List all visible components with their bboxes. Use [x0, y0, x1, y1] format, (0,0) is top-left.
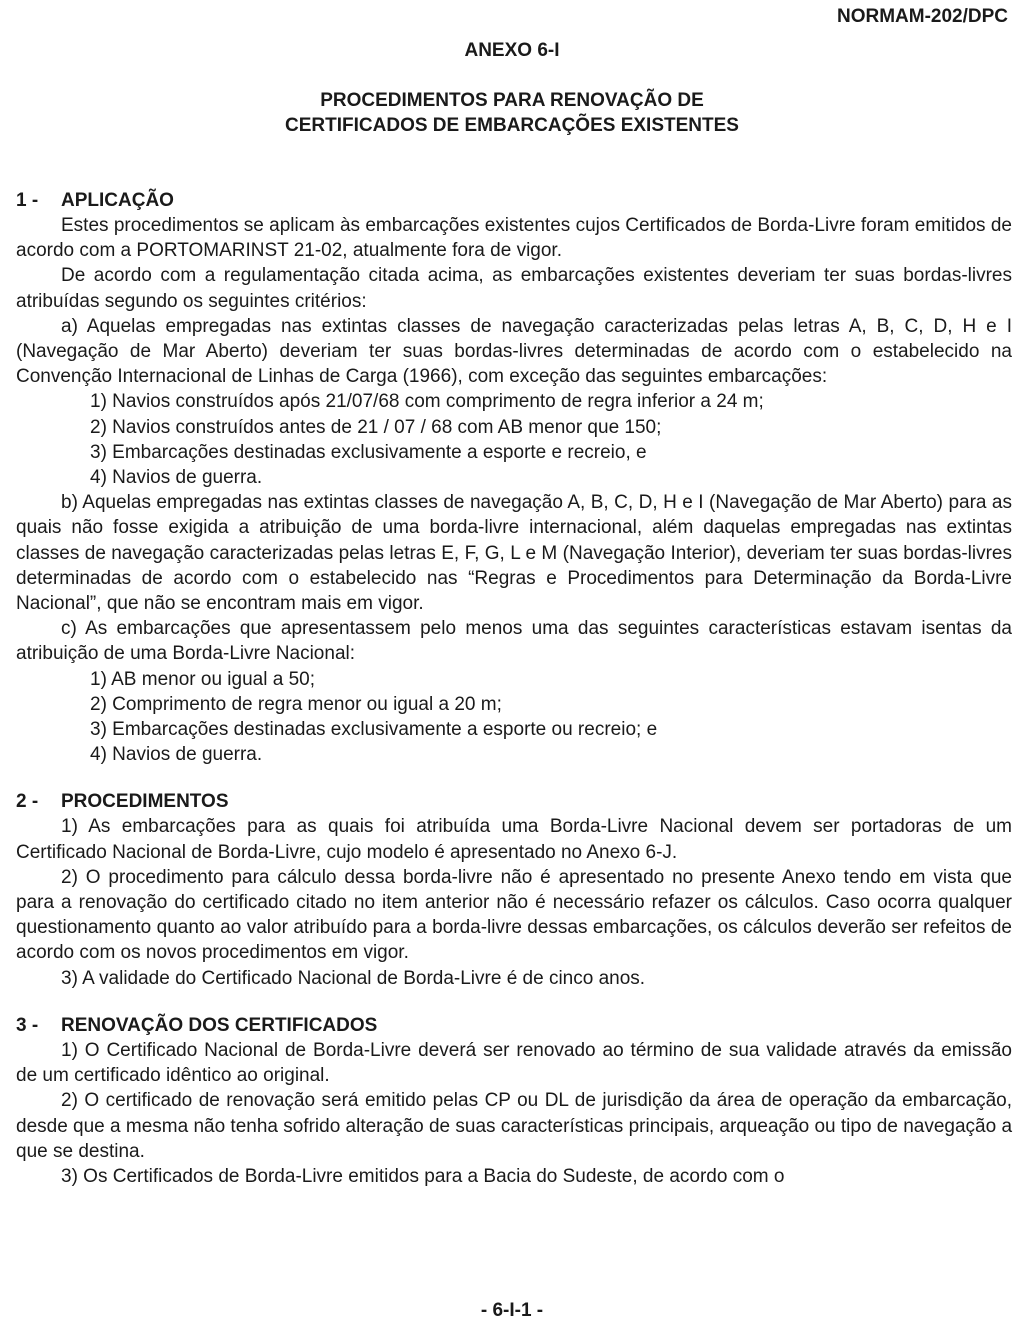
- section-1-title: APLICAÇÃO: [61, 190, 174, 211]
- section-3-title: RENOVAÇÃO DOS CERTIFICADOS: [61, 1014, 378, 1036]
- list-item: 2) Navios construídos antes de 21 / 07 / 68 com AB menor que 150;: [90, 416, 662, 438]
- section-2-title: PROCEDIMENTOS: [61, 791, 229, 813]
- section-2-heading: [16, 789, 1012, 814]
- section-3-paragraph-1: 1) O Certificado Nacional de Borda-Livre deverá ser renovado ao término de sua validade através da emissão de um certificado idêntico ao original.: [16, 1039, 1012, 1087]
- list-item: 3) Embarcações destinadas exclusivamente a esporte e recreio, e: [90, 441, 647, 463]
- document-body: [16, 188, 1012, 1189]
- list-item: 2) Comprimento de regra menor ou igual a 20 m;: [90, 693, 502, 715]
- section-3-paragraph-3: 3) Os Certificados de Borda-Livre emitidos para a Bacia do Sudeste, de acordo com o: [61, 1165, 785, 1187]
- section-1-paragraph-1: Estes procedimentos se aplicam às embarcações existentes cujos Certificados de Borda-Livre foram emitidos de acordo com a PORTOMARINST 21-02, atualmente fora de vigor.: [16, 215, 1012, 262]
- section-1-paragraph-c: c) As embarcações que apresentassem pelo menos uma das seguintes características estavam isentas da atribuição de uma Borda-Livre Nacional:: [16, 618, 1012, 665]
- section-2-paragraph-1: 1) As embarcações para as quais foi atribuída uma Borda-Livre Nacional devem ser portadoras de um Certificado Nacional de Borda-Livre, cujo modelo é apresentado no Anexo 6-J.: [16, 816, 1012, 863]
- section-3-paragraph-2: 2) O certificado de renovação será emitido pelas CP ou DL de jurisdição da área de operação da embarcação, desde que a mesma não tenha sofrido alteração de suas características principais, arqueação ou tipo de navegação a que se destina.: [16, 1090, 1013, 1162]
- section-1-paragraph-2: De acordo com a regulamentação citada acima, as embarcações existentes deveriam ter suas bordas-livres atribuídas segundo os seguintes critérios:: [16, 265, 1012, 312]
- list-item: 3) Embarcações destinadas exclusivamente a esporte ou recreio; e: [90, 719, 658, 741]
- section-1-heading: [16, 188, 1012, 213]
- title-line-2: CERTIFICADOS DE EMBARCAÇÕES EXISTENTES: [285, 115, 739, 136]
- section-3-number: 3 -: [16, 1014, 39, 1036]
- list-item: 1) AB menor ou igual a 50;: [90, 668, 315, 690]
- section-1-paragraph-a: a) Aquelas empregadas nas extintas classes de navegação caracterizadas pelas letras A, B, C, D, H e I (Navegação de Mar Aberto) deveriam ter suas bordas-livres determinadas de acordo com o estabelecido na Convenção Internacional de Linhas de Carga (1966), com exceção das seguintes embarcações:: [16, 315, 1012, 388]
- section-3-heading: [16, 1013, 1012, 1038]
- section-1-paragraph-b: b) Aquelas empregadas nas extintas classes de navegação A, B, C, D, H e I (Navegação de Mar Aberto) para as quais não fosse exigida a atribuição de uma borda-livre internacional, além daquelas empregadas nas extintas classes de navegação caracterizadas pelas letras E, F, G, L e M (Navegação Interior), deveriam ter suas bordas-livres determinadas de acordo com o estabelecido nas “Regras e Procedimentos para Determinação da Borda-Livre Nacional”, que não se encontram mais em vigor.: [16, 492, 1012, 615]
- list-item: 1) Navios construídos após 21/07/68 com comprimento de regra inferior a 24 m;: [90, 391, 764, 413]
- title-block: [0, 40, 1024, 138]
- section-2-number: 2 -: [16, 791, 39, 813]
- title-line-1: PROCEDIMENTOS PARA RENOVAÇÃO DE: [320, 90, 704, 111]
- page-number: - 6-I-1 -: [480, 1300, 544, 1321]
- section-1-number: 1 -: [16, 190, 39, 211]
- section-2-paragraph-3: 3) A validade do Certificado Nacional de Borda-Livre é de cinco anos.: [61, 967, 646, 989]
- document-code: NORMAM-202/DPC: [836, 6, 1008, 27]
- list-item: 4) Navios de guerra.: [90, 744, 263, 766]
- section-2-paragraph-2: 2) O procedimento para cálculo dessa borda-livre não é apresentado no presente Anexo tendo em vista que para a renovação do certificado citado no item anterior não é necessário refazer os cálculos. Caso ocorra qualquer questionamento quanto ao valor atribuído para a borda-livre dessas embarcações, os cálculos deverão ser refeitos de acordo com os novos procedimentos em vigor.: [16, 866, 1012, 964]
- list-item: 4) Navios de guerra.: [90, 467, 263, 489]
- annex-label: ANEXO 6-I: [464, 40, 560, 61]
